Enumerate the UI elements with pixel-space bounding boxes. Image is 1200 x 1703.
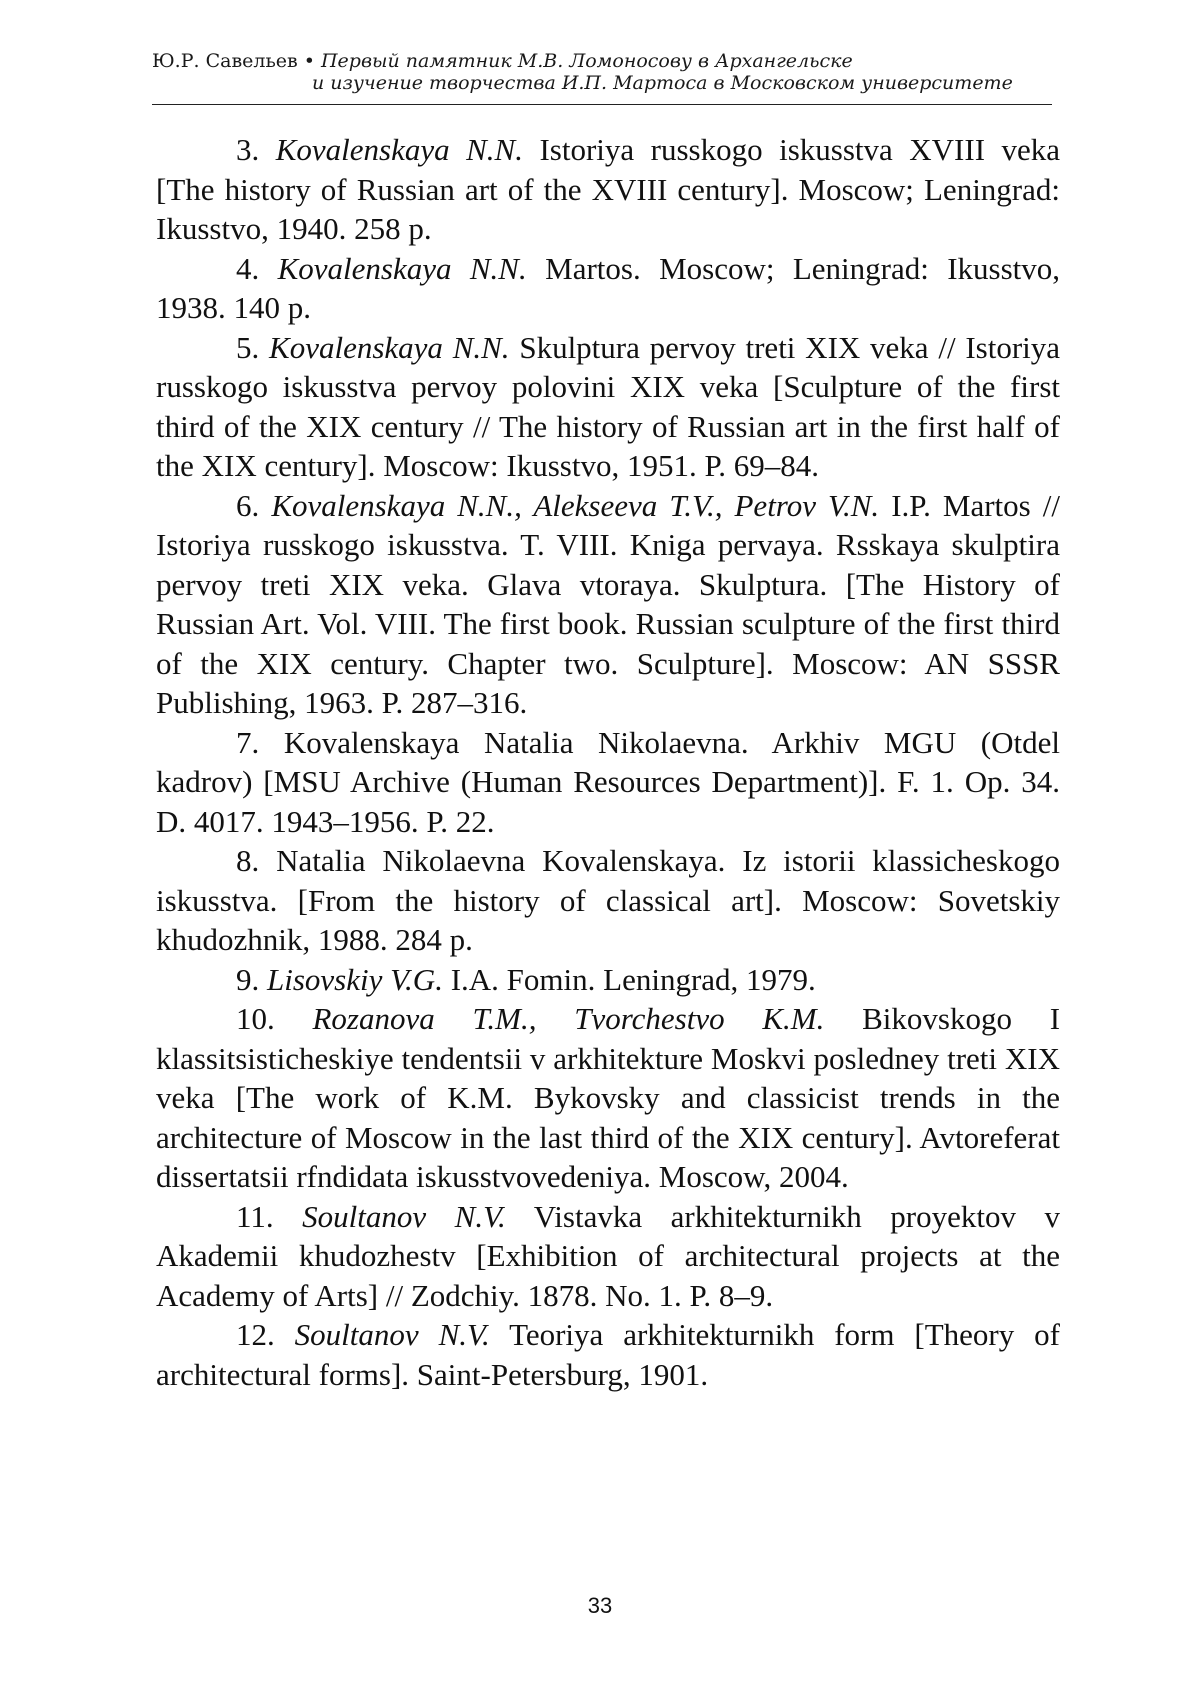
reference-author: Soultanov N.V.	[294, 1317, 490, 1352]
reference-text: Teoriya arkhitekturnikh form [Theory of architectural forms]. Saint-Petersburg, 1901.	[156, 1317, 1060, 1392]
reference-item	[156, 960, 1060, 1000]
reference-author: Rozanova T.M., Tvorchestvo K.M.	[312, 1001, 825, 1036]
header-author: Ю.Р. Савельев	[152, 50, 298, 72]
reference-number: 7.	[236, 724, 260, 760]
reference-item	[156, 723, 1060, 842]
header-title-line-2: и изучение творчества И.П. Мартоса в Московском университете	[312, 72, 1013, 94]
reference-item	[156, 130, 1060, 249]
reference-number: 8.	[236, 843, 260, 878]
reference-number: 11.	[236, 1198, 274, 1234]
header-line-2	[152, 72, 1052, 94]
reference-author: Kovalenskaya N.N.	[269, 329, 510, 365]
reference-item	[156, 249, 1060, 328]
header-title-line-1: Первый памятник М.В. Ломоносову в Архангельске	[320, 50, 853, 72]
reference-text: Martos. Moscow; Leningrad: Ikusstvo, 1938. 140 p.	[156, 250, 1061, 325]
reference-author: Kovalenskaya N.N.	[277, 250, 527, 286]
reference-text: Natalia Nikolaevna Kovalenskaya. Iz istorii klassicheskogo iskusstva. [From the history of classical art]. Moscow: Sovetskiy khudozhnik, 1988. 284 p.	[156, 843, 1060, 957]
reference-text: Bikovskogo I klassitsisticheskiye tendentsii v arkhitekture Moskvi posledney treti XIX veka [The work of K.M. Bykovsky and classicist trends in the architecture of Moscow in the last third of the XIX century]. Avtoreferat dissertatsii rfndidata iskusstvovedeniya. Moscow, 2004.	[156, 1001, 1061, 1194]
reference-author: Lisovskiy V.G.	[267, 961, 443, 997]
reference-number: 4.	[236, 250, 260, 286]
reference-item	[156, 1197, 1060, 1316]
reference-author: Kovalenskaya N.N.	[275, 132, 523, 167]
reference-number: 9.	[236, 961, 260, 997]
header-divider	[152, 104, 1052, 105]
reference-text: I.P. Martos // Istoriya russkogo iskusstva. T. VIII. Kniga pervaya. Rsskaya skulptira pervoy treti XIX veka. Glava vtoraya. Skulptura. [The History of Russian Art. Vol. VIII. The first book. Russian sculpture of the first third of the XIX century. Chapter two. Sculpture]. Moscow: AN SSSR Publishing, 1963. P. 287–316.	[156, 487, 1061, 720]
reference-number: 6.	[236, 487, 260, 523]
reference-number: 10.	[236, 1001, 275, 1036]
reference-item	[156, 841, 1060, 960]
reference-item	[156, 999, 1060, 1197]
reference-number: 3.	[236, 132, 260, 167]
header-bullet: •	[303, 50, 315, 72]
reference-text: Vistavka arkhitekturnikh proyektov v Akademii khudozhestv [Exhibition of architectural projects at the Academy of Arts] // Zodchiy. 1878. No. 1. P. 8–9.	[156, 1198, 1060, 1313]
reference-text: I.A. Fomin. Leningrad, 1979.	[450, 961, 816, 997]
page-number: 33	[587, 1593, 613, 1618]
reference-text: Istoriya russkogo iskusstva XVIII veka [The history of Russian art of the XVIII century]. Moscow; Leningrad: Ikusstvo, 1940. 258 p.	[156, 132, 1061, 246]
reference-item	[156, 1315, 1060, 1394]
reference-item	[156, 328, 1060, 486]
reference-text: Kovalenskaya Natalia Nikolaevna. Arkhiv MGU (Otdel kadrov) [MSU Archive (Human Resources Department)]. F. 1. Op. 34. D. 4017. 1943–1956. P. 22.	[156, 724, 1060, 839]
reference-item	[156, 486, 1060, 723]
reference-number: 12.	[236, 1317, 275, 1352]
reference-author: Soultanov N.V.	[302, 1198, 506, 1234]
reference-text: Skulptura pervoy treti XIX veka // Istoriya russkogo iskusstva pervoy polovini XIX veka [Sculpture of the first third of the XIX century // The history of Russian art in the first half of the XIX century]. Moscow: Ikusstvo, 1951. P. 69–84.	[156, 329, 1061, 483]
header-line-1	[152, 50, 1052, 72]
reference-number: 5.	[236, 329, 260, 365]
reference-author: Kovalenskaya N.N., Alekseeva T.V., Petrov V.N.	[271, 487, 880, 523]
reference-list	[156, 130, 1060, 1394]
running-header	[152, 50, 1052, 94]
